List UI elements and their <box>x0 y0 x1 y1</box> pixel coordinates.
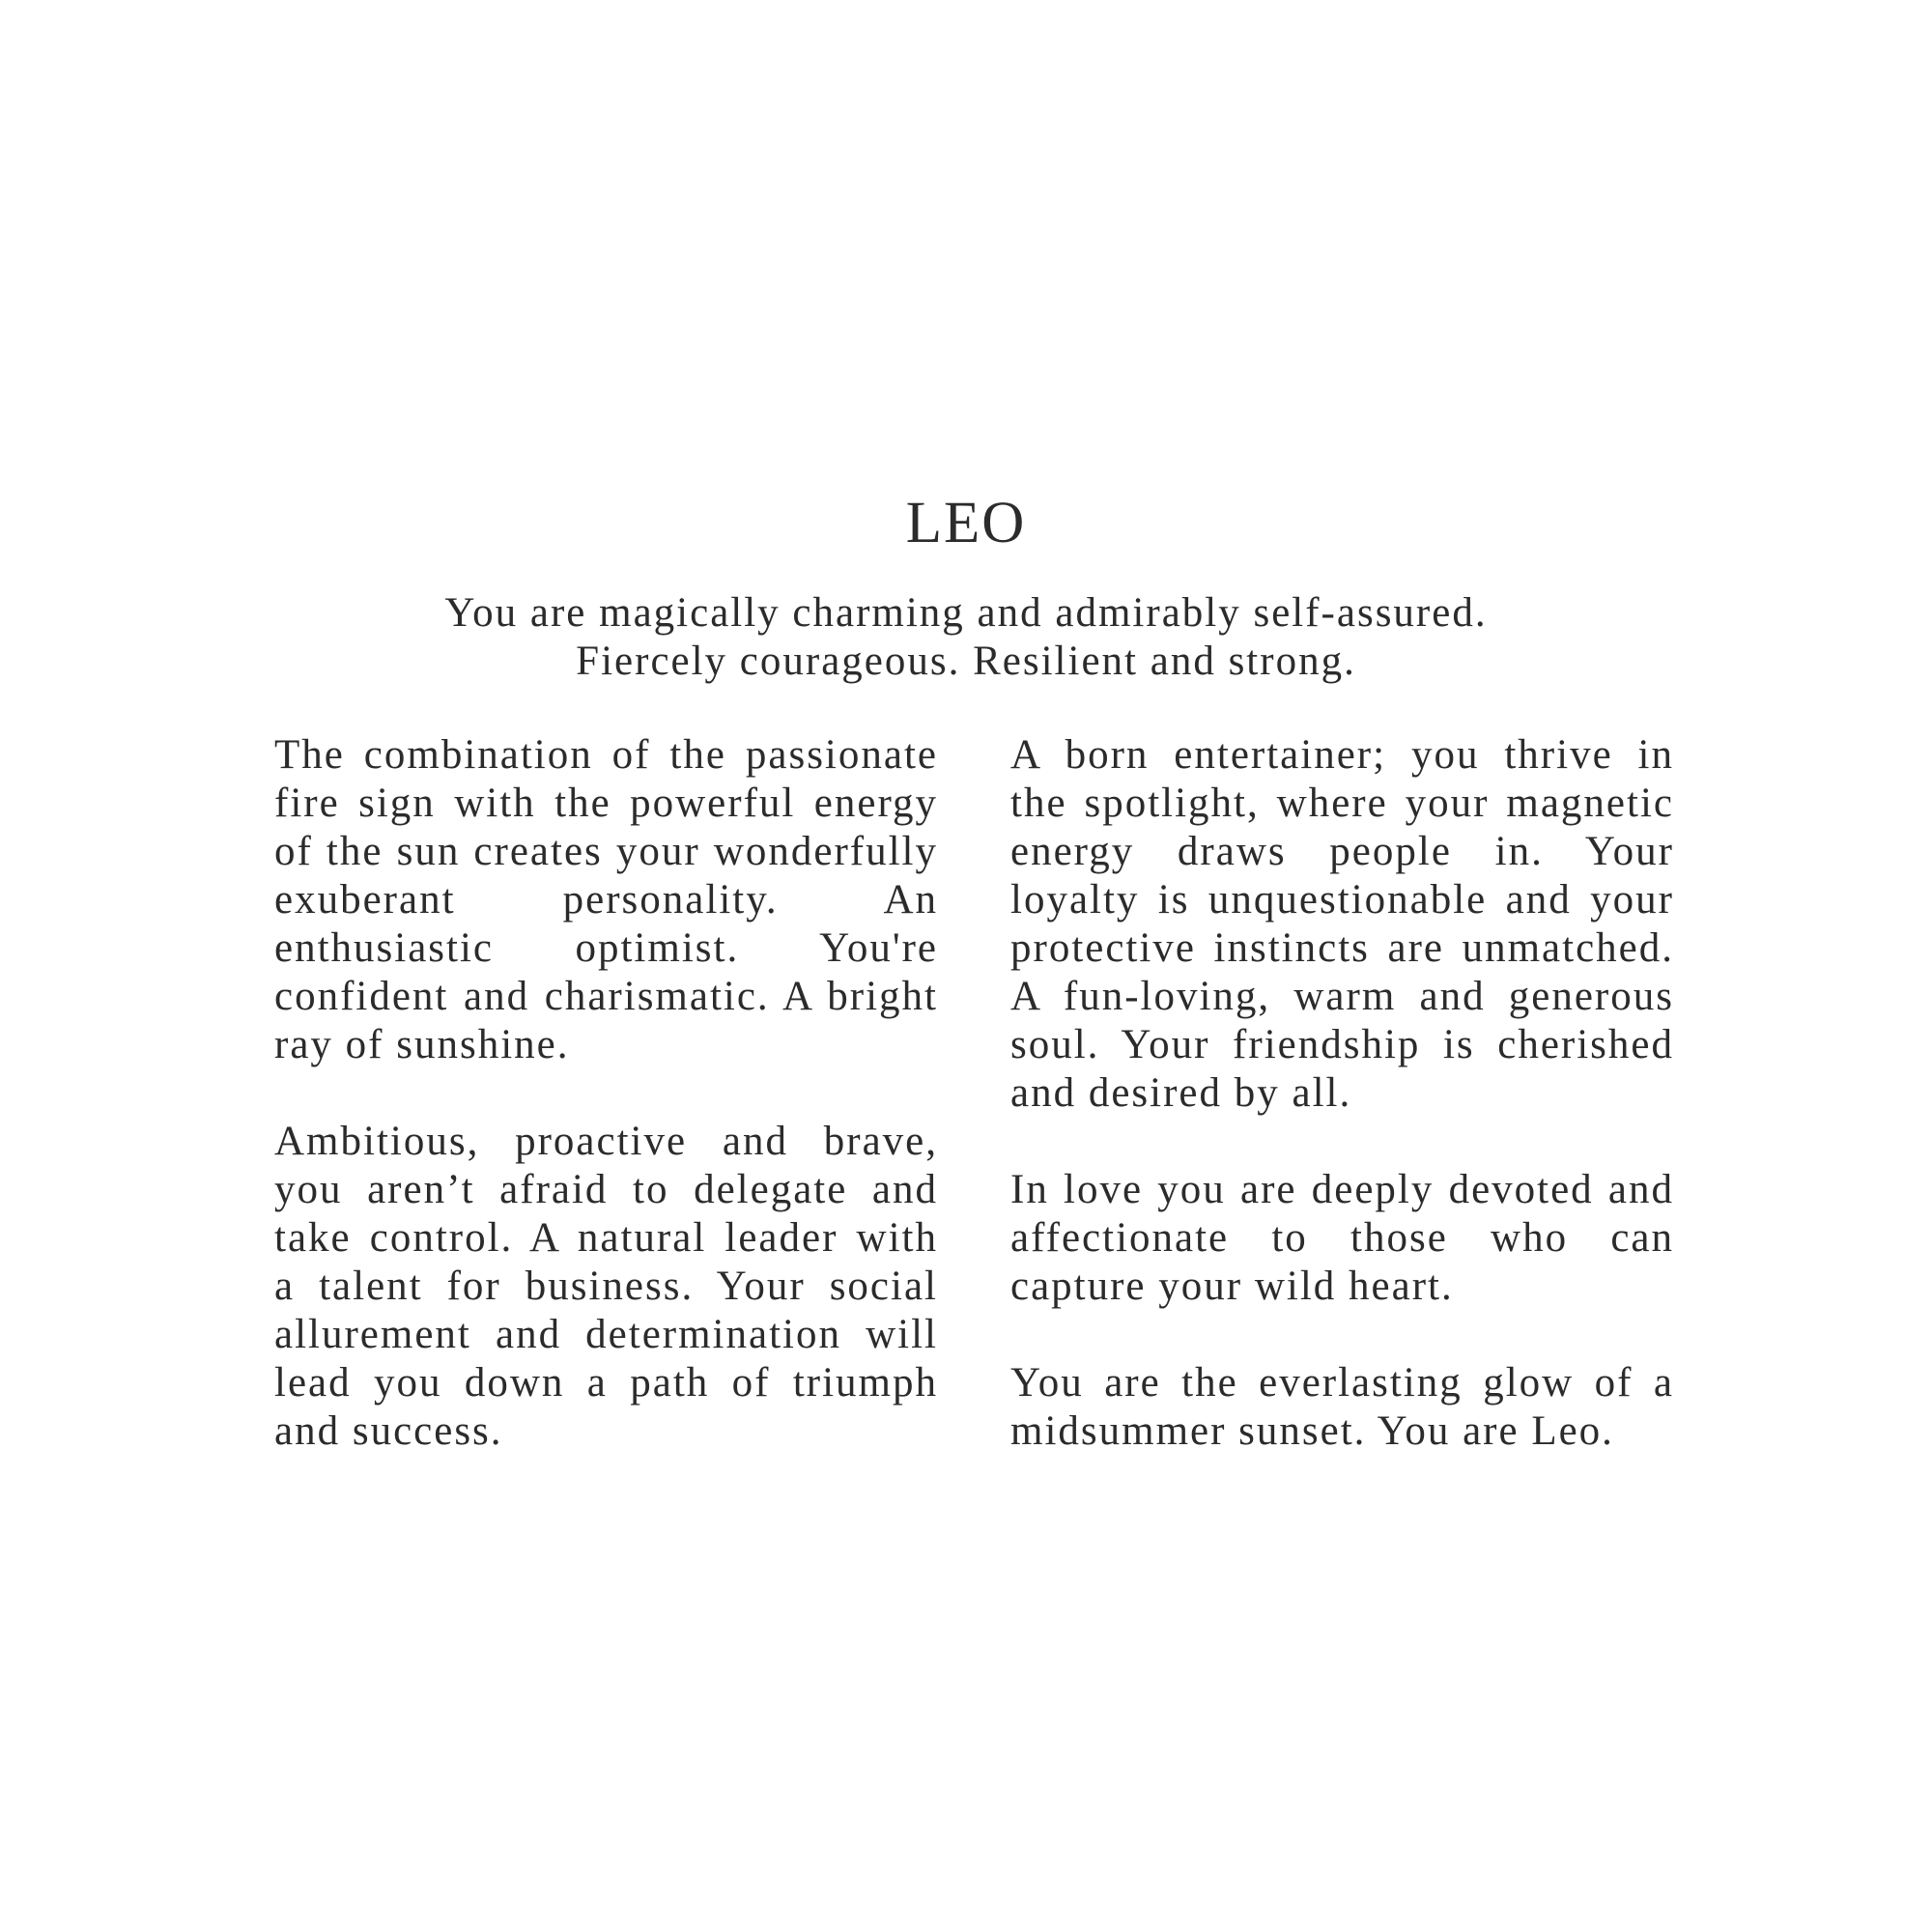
tagline-line-1: You are magically charming and admirably self-assured. <box>444 590 1488 636</box>
paragraph-entertainer: A born entertainer; you thrive in the spotlight, where your magnetic energy draws people in. Your loyalty is unquestionable and your protective instincts are unmatched. A fun-loving, warm and generous soul. Your friendship is cherished and desired by all. <box>1010 732 1674 1116</box>
paragraph-personality: The combination of the passionate fire sign with the powerful energy of the sun creates your wonderfully exuberant personality. An enthusiastic optimist. You're confident and charismatic. A bright ray of sunshine. <box>274 732 938 1067</box>
left-column <box>274 731 938 1504</box>
paragraph-ambition: Ambitious, proactive and brave, you aren’t afraid to delegate and take control. A natural leader with a talent for business. Your social allurement and determination will lead you down a path of triumph and success. <box>274 1119 938 1454</box>
page-title: LEO <box>905 491 1027 555</box>
paragraph-love: In love you are deeply devoted and affectionate to those who can capture your wild heart. <box>1010 1167 1674 1309</box>
tagline <box>0 589 1932 686</box>
right-column <box>1010 731 1674 1504</box>
paragraph-closing: You are the everlasting glow of a midsummer sunset. You are Leo. <box>1010 1360 1674 1454</box>
tagline-line-2: Fiercely courageous. Resilient and strong. <box>576 639 1356 684</box>
